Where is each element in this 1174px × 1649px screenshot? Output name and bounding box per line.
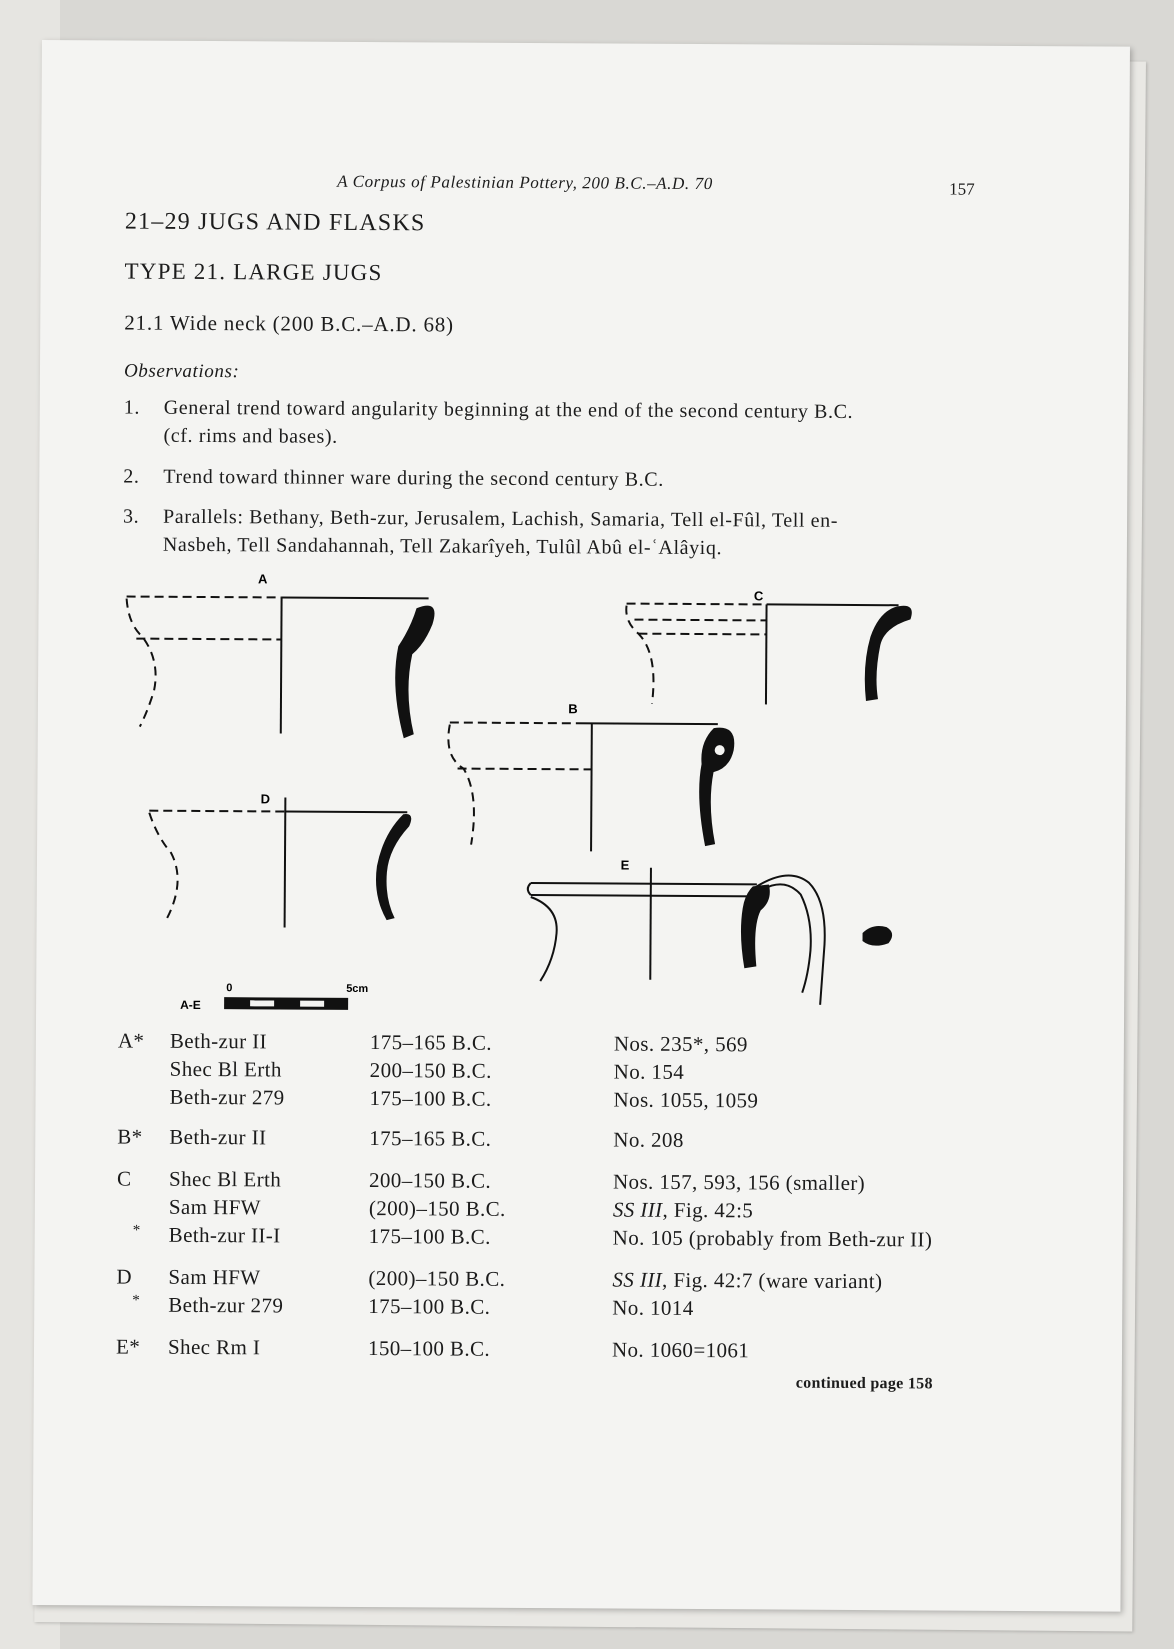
row-reference: No. 154 <box>613 1059 685 1084</box>
observation-line: Trend toward thinner ware during the second century B.C. <box>163 465 664 491</box>
page-number: 157 <box>949 179 975 199</box>
figure-label-c: C <box>753 588 764 604</box>
observation-line: Parallels: Bethany, Beth-zur, Jerusalem, Lachish, Samaria, Tell el-Fûl, Tell en- <box>163 505 839 532</box>
row-reference: No. 208 <box>613 1127 684 1152</box>
scale-bar <box>180 982 368 1013</box>
row-reference: Nos. 235*, 569 <box>613 1031 748 1057</box>
type-title: TYPE 21. LARGE JUGS <box>124 258 383 286</box>
subtype-title: 21.1 Wide neck (200 B.C.–A.D. 68) <box>124 310 454 337</box>
row-date: (200)–150 B.C. <box>368 1266 506 1291</box>
book-page <box>32 40 1130 1612</box>
observations-label: Observations: <box>123 360 240 383</box>
row-key: * <box>132 1222 141 1239</box>
row-reference: SS III, Fig. 42:5 <box>612 1197 754 1223</box>
profile-drawing-b <box>448 700 735 852</box>
row-site: Beth-zur II-I <box>168 1222 281 1248</box>
profile-drawing-e <box>527 857 892 1005</box>
pottery-figure <box>96 560 919 1025</box>
row-date: 175–100 B.C. <box>368 1294 491 1319</box>
row-site: Beth-zur 279 <box>169 1084 285 1110</box>
row-date: 175–100 B.C. <box>368 1224 491 1249</box>
row-key: B* <box>117 1124 143 1149</box>
row-site: Sam HFW <box>168 1194 262 1220</box>
row-site: Beth-zur II <box>169 1124 267 1150</box>
row-site: Shec Bl Erth <box>168 1166 282 1192</box>
observation-number: 3. <box>123 505 140 528</box>
row-reference: Nos. 157, 593, 156 (smaller) <box>612 1169 866 1196</box>
row-key: A* <box>117 1028 145 1053</box>
figure-label-b: B <box>568 701 578 717</box>
row-reference: No. 1014 <box>612 1295 694 1321</box>
observation-number: 2. <box>123 465 140 488</box>
row-date: 175–100 B.C. <box>369 1086 492 1111</box>
profile-drawing-a <box>126 571 435 739</box>
scale-bar-start: 0 <box>226 982 233 995</box>
figure-label-e: E <box>620 857 630 873</box>
continued-note: continued page 158 <box>795 1374 933 1393</box>
row-site: Beth-zur II <box>169 1028 268 1054</box>
observation-line: (cf. rims and bases). <box>163 424 338 448</box>
profile-drawing-c <box>626 588 912 706</box>
row-key: C <box>116 1166 132 1191</box>
profile-drawing-d <box>149 791 412 929</box>
row-reference: Nos. 1055, 1059 <box>613 1087 759 1113</box>
running-title: A Corpus of Palestinian Pottery, 200 B.C.–A.D. 70 <box>337 171 713 194</box>
row-reference: No. 105 (probably from Beth-zur II) <box>612 1225 933 1252</box>
row-reference: SS III, Fig. 42:7 (ware variant) <box>612 1267 883 1294</box>
row-date: 200–150 B.C. <box>368 1168 492 1193</box>
row-site: Sam HFW <box>168 1264 261 1290</box>
row-date: 175–165 B.C. <box>369 1126 492 1151</box>
row-reference: No. 1060=1061 <box>611 1337 750 1363</box>
scale-bar-end: 5cm <box>346 982 369 996</box>
row-key: D <box>116 1264 133 1289</box>
observation-line: General trend toward angularity beginning at the end of the second century B.C. <box>163 396 854 423</box>
row-site: Shec Rm I <box>167 1334 261 1360</box>
row-site: Shec Bl Erth <box>169 1056 282 1082</box>
figure-label-d: D <box>260 791 271 807</box>
row-date: 175–165 B.C. <box>369 1030 493 1055</box>
observation-number: 1. <box>123 396 141 419</box>
row-key: E* <box>115 1334 141 1359</box>
row-key: * <box>132 1292 141 1309</box>
row-date: (200)–150 B.C. <box>368 1196 506 1221</box>
row-date: 200–150 B.C. <box>369 1058 492 1083</box>
section-title: 21–29 JUGS AND FLASKS <box>124 208 426 237</box>
observation-line: Nasbeh, Tell Sandahannah, Tell Zakarîyeh, Tulûl Abû el-ʿAlâyiq. <box>162 533 723 560</box>
figure-label-a: A <box>257 571 268 587</box>
scale-bar-label: A-E <box>180 997 201 1012</box>
row-site: Beth-zur 279 <box>168 1292 284 1318</box>
row-date: 150–100 B.C. <box>367 1336 491 1361</box>
